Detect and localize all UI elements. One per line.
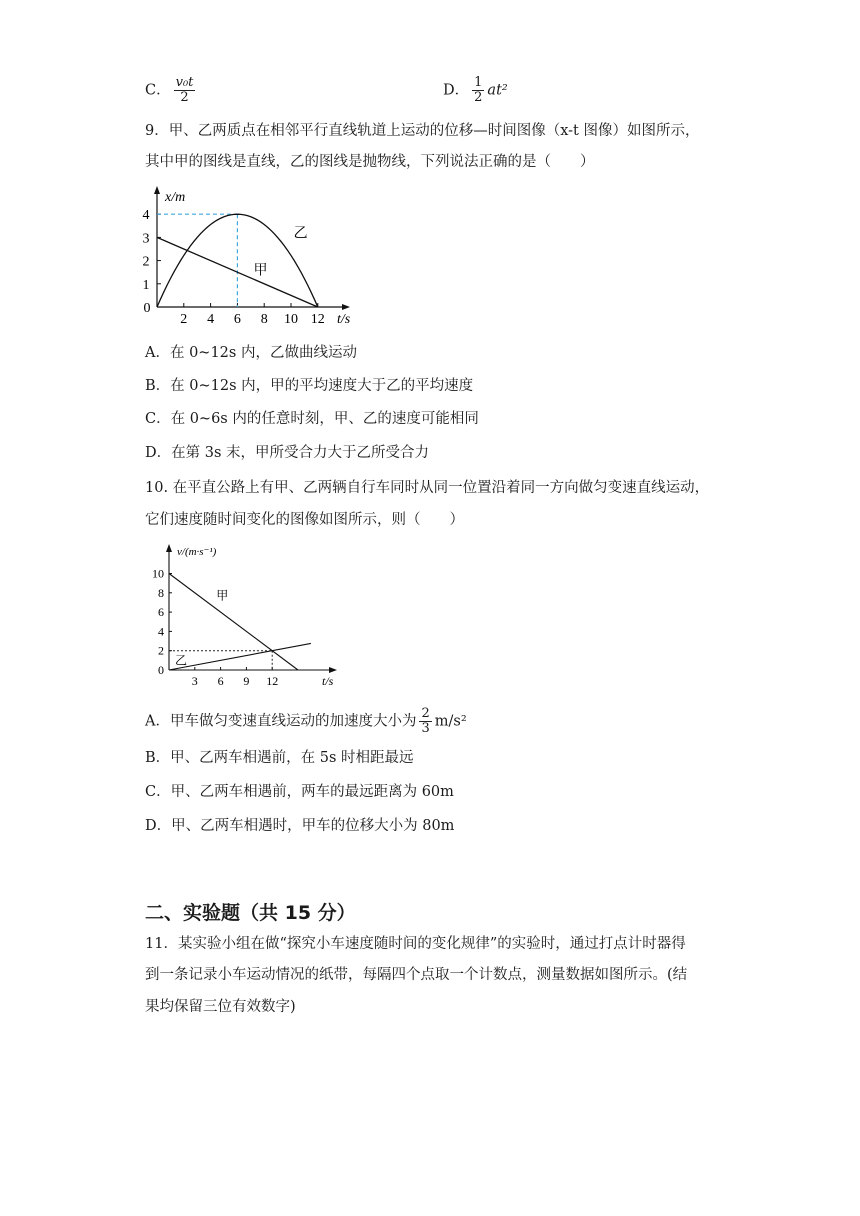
- x-tick-label: 6: [217, 674, 224, 688]
- y-tick-label: 2: [142, 254, 150, 270]
- q10-option-b: B．甲、乙两车相遇前，在 5s 时相距最远: [145, 750, 414, 766]
- y-tick-label: 4: [158, 624, 164, 639]
- x-tick-label: 3: [191, 674, 198, 688]
- fraction-denominator: 3: [421, 721, 430, 736]
- x-axis-arrow: [329, 667, 337, 673]
- fraction-denominator: 2: [180, 90, 189, 105]
- y-tick-label: 4: [142, 208, 150, 224]
- q11-line3: 果均保留三位有效数字): [145, 999, 296, 1015]
- q11-line2: 到一条记录小车运动情况的纸带，每隔四个点取一个计数点，测量数据如图所示。(结: [145, 967, 688, 983]
- fraction-numerator: 1: [474, 75, 483, 90]
- q10-option-d: D．甲、乙两车相遇时，甲车的位移大小为 80m: [145, 818, 455, 834]
- x-tick-label: 4: [207, 312, 215, 327]
- q10-option-a: [145, 707, 467, 736]
- formula-tail: at²: [487, 82, 508, 99]
- option-a-unit: m/s²: [434, 713, 467, 730]
- q9-option-d: D．在第 3s 末，甲所受合力大于乙所受合力: [145, 445, 430, 461]
- x-tick-label: 8: [260, 312, 268, 327]
- xt-graph: [140, 183, 370, 333]
- q9-option-a: A．在 0~12s 内，乙做曲线运动: [145, 345, 357, 361]
- option-label: D．: [443, 82, 470, 99]
- y-axis-arrow: [166, 544, 172, 552]
- series-jia-line: [169, 574, 298, 671]
- y-axis-label: x/m: [165, 190, 186, 205]
- series-yi-label: 乙: [175, 653, 188, 668]
- q9-stem-line1: 9．甲、乙两质点在相邻平行直线轨道上运动的位移—时间图像（x-t 图像）如图所示，: [145, 123, 700, 139]
- fraction-numerator: v₀t: [175, 75, 194, 90]
- origin-label: 0: [158, 663, 164, 677]
- y-tick-label: 6: [158, 605, 164, 620]
- y-tick-label: 3: [142, 231, 150, 247]
- fraction: [419, 707, 431, 736]
- section-heading: 二、实验题（共 15 分）: [145, 902, 356, 924]
- fraction: [174, 76, 196, 105]
- y-tick-label: 10: [152, 566, 164, 581]
- y-axis-arrow: [154, 186, 160, 194]
- x-axis-label: t/s: [322, 674, 334, 688]
- fraction-numerator: 2: [421, 706, 430, 721]
- y-tick-label: 8: [158, 585, 164, 600]
- q10-stem-line1: 10. 在平直公路上有甲、乙两辆自行车同时从同一位置沿着同一方向做匀变速直线运动，: [145, 480, 710, 496]
- vt-graph: [140, 540, 360, 695]
- q9-option-c: C．在 0~6s 内的任意时刻，甲、乙的速度可能相同: [145, 411, 479, 427]
- q10-stem-line2: 它们速度随时间变化的图像如图所示，则（ ）: [145, 512, 464, 528]
- series-jia-label: 甲: [253, 263, 268, 279]
- x-tick-label: 6: [233, 312, 241, 327]
- y-axis-label: v/(m·s⁻¹): [177, 546, 217, 558]
- series-jia-line: [157, 237, 318, 307]
- y-tick-label: 1: [142, 277, 150, 293]
- x-tick-label: 12: [266, 674, 279, 688]
- fraction-denominator: 2: [474, 90, 483, 105]
- series-yi-label: 乙: [293, 226, 308, 242]
- q10-option-c: C．甲、乙两车相遇前，两车的最远距离为 60m: [145, 784, 454, 800]
- series-yi-line: [169, 643, 311, 670]
- origin-label: 0: [143, 301, 151, 316]
- q9-option-b: B．在 0~12s 内，甲的平均速度大于乙的平均速度: [145, 378, 474, 394]
- x-axis-label: t/s: [337, 312, 351, 327]
- fraction: [472, 76, 484, 105]
- option-a-text: A．甲车做匀变速直线运动的加速度大小为: [145, 713, 417, 730]
- y-tick-label: 2: [158, 643, 164, 658]
- x-tick-label: 2: [180, 312, 188, 327]
- x-tick-label: 12: [310, 312, 325, 327]
- x-tick-label: 9: [243, 674, 250, 688]
- x-tick-label: 10: [284, 312, 298, 327]
- x-axis-arrow: [342, 304, 350, 310]
- option-d: [443, 76, 508, 105]
- q9-stem-line2: 其中甲的图线是直线，乙的图线是抛物线，下列说法正确的是（ ）: [145, 154, 595, 170]
- option-c: [145, 76, 198, 105]
- series-jia-label: 甲: [216, 588, 229, 603]
- option-label: C．: [145, 82, 171, 99]
- q11-line1: 11．某实验小组在做“探究小车速度随时间的变化规律”的实验时，通过打点计时器得: [145, 936, 686, 952]
